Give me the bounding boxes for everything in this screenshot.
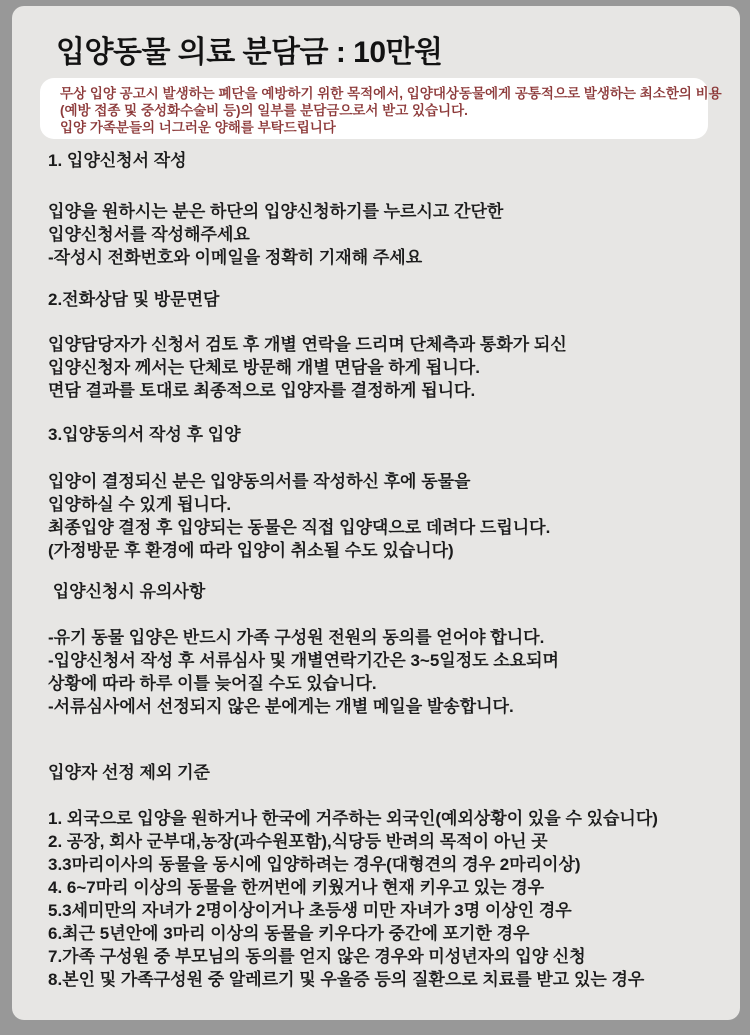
fee-notice-line: 입양 가족분들의 너그러운 양해를 부탁드립니다 xyxy=(60,120,336,135)
section-body-caution xyxy=(48,626,559,718)
adoption-notice-page xyxy=(12,6,740,1020)
fee-notice-line: 무상 입양 공고시 발생하는 폐단을 예방하기 위한 목적에서, 입양대상동물에게 공통적으로 발생하는 최소한의 비용 xyxy=(60,86,722,101)
section-heading-application: 1. 입양신청서 작성 xyxy=(48,151,187,170)
section-body-application xyxy=(48,200,503,269)
paragraph-line: 입양신청서를 작성해주세요 xyxy=(48,225,250,244)
fee-notice-text xyxy=(60,85,722,136)
section-heading-caution: 입양신청시 유의사항 xyxy=(48,582,206,601)
section-body-exclusion xyxy=(48,807,658,991)
page-title: 입양동물 의료 분담금 : 10만원 xyxy=(56,36,443,69)
exclusion-list-item: 3.3마리이사의 동물을 동시에 입양하려는 경우(대형견의 경우 2마리이상) xyxy=(48,855,581,874)
section-body-agreement xyxy=(48,470,550,562)
fee-notice-line: (예방 접종 및 중성화수술비 등)의 일부를 분담금으로서 받고 있습니다. xyxy=(60,103,468,118)
paragraph-line: 최종입양 결정 후 입양되는 동물은 직접 입양댁으로 데려다 드립니다. xyxy=(48,518,551,537)
exclusion-list-item: 8.본인 및 가족구성원 중 알레르기 및 우울증 등의 질환으로 치료를 받고 있는 경우 xyxy=(48,970,645,989)
section-heading-exclusion: 입양자 선정 제외 기준 xyxy=(48,763,210,782)
exclusion-list-item: 2. 공장, 회사 군부대,농장(과수원포함),식당등 반려의 목적이 아닌 곳 xyxy=(48,832,548,851)
paragraph-line: 입양하실 수 있게 됩니다. xyxy=(48,495,232,514)
paragraph-line: -입양신청서 작성 후 서류심사 및 개별연락기간은 3~5일정도 소요되며 xyxy=(48,651,559,670)
paragraph-line: -작성시 전화번호와 이메일을 정확히 기재해 주세요 xyxy=(48,248,423,267)
paragraph-line: 입양담당자가 신청서 검토 후 개별 연락을 드리며 단체측과 통화가 되신 xyxy=(48,335,567,354)
paragraph-line: 입양이 결정되신 분은 입양동의서를 작성하신 후에 동물을 xyxy=(48,472,471,491)
exclusion-list-item: 1. 외국으로 입양을 원하거나 한국에 거주하는 외국인(예외상황이 있을 수 있습니다) xyxy=(48,809,658,828)
exclusion-list-item: 7.가족 구성원 중 부모님의 동의를 얻지 않은 경우와 미성년자의 입양 신청 xyxy=(48,947,586,966)
paragraph-line: -유기 동물 입양은 반드시 가족 구성원 전원의 동의를 얻어야 합니다. xyxy=(48,628,545,647)
paragraph-line: (가정방문 후 환경에 따라 입양이 취소될 수도 있습니다) xyxy=(48,541,454,560)
section-heading-agreement: 3.입양동의서 작성 후 입양 xyxy=(48,425,241,444)
exclusion-list-item: 6.최근 5년안에 3마리 이상의 동물을 키우다가 중간에 포기한 경우 xyxy=(48,924,530,943)
exclusion-list-item: 4. 6~7마리 이상의 동물을 한꺼번에 키웠거나 현재 키우고 있는 경우 xyxy=(48,878,545,897)
paragraph-line: -서류심사에서 선정되지 않은 분에게는 개별 메일을 발송합니다. xyxy=(48,697,514,716)
exclusion-list-item: 5.3세미만의 자녀가 2명이상이거나 초등생 미만 자녀가 3명 이상인 경우 xyxy=(48,901,572,920)
paragraph-line: 입양을 원하시는 분은 하단의 입양신청하기를 누르시고 간단한 xyxy=(48,202,504,221)
paragraph-line: 입양신청자 께서는 단체로 방문해 개별 면담을 하게 됩니다. xyxy=(48,358,480,377)
section-body-consult xyxy=(48,333,567,402)
fee-notice-box xyxy=(40,78,722,139)
paragraph-line: 상황에 따라 하루 이틀 늦어질 수도 있습니다. xyxy=(48,674,377,693)
section-heading-consult: 2.전화상담 및 방문면담 xyxy=(48,290,220,309)
paragraph-line: 면담 결과를 토대로 최종적으로 입양자를 결정하게 됩니다. xyxy=(48,381,476,400)
